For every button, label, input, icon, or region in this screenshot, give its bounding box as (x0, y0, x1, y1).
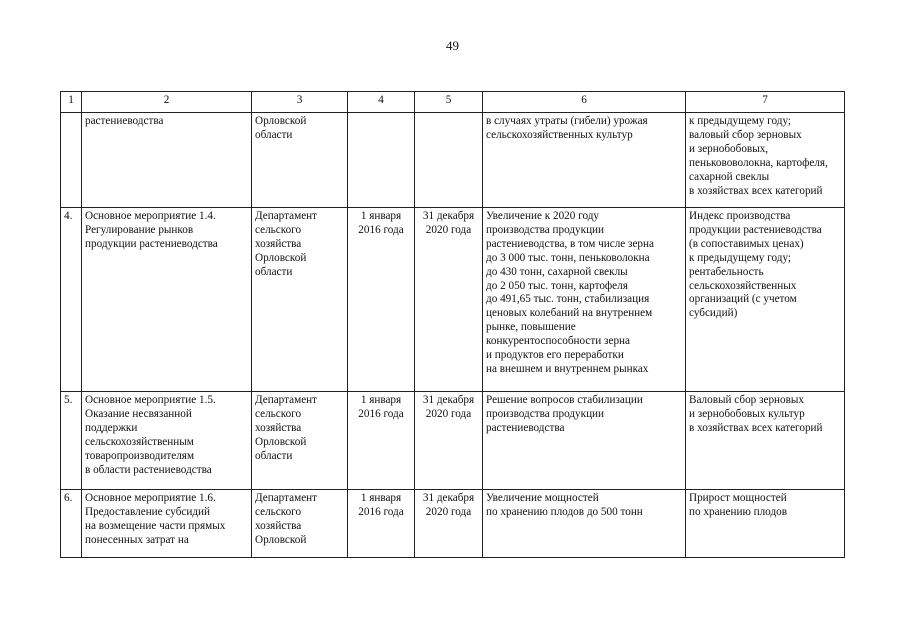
cell-text-line: хозяйства (255, 237, 302, 250)
cell-text-line: Оказание несвязанной (85, 407, 192, 420)
cell-text-line: 1 января (360, 394, 402, 406)
cell-text-line: Департамент (255, 210, 318, 222)
cell-start-date (348, 208, 415, 392)
cell-text-line: в хозяйствах всех категорий (689, 421, 823, 434)
cell-text-line: понесенных затрат на (85, 533, 189, 546)
cell-expected-result (483, 113, 686, 208)
cell-end-date (415, 208, 483, 392)
cell-text-line: ценовых колебаний на внутреннем (486, 307, 653, 320)
cell-text-line: на внешнем и внутреннем рынках (486, 362, 649, 375)
cell-text-line: субсидий) (689, 307, 738, 320)
page-number: 49 (446, 38, 459, 53)
cell-end-date (415, 113, 483, 208)
cell-text-line: конкурентоспособности зерна (486, 335, 630, 348)
cell-text-line: до 491,65 тыс. тонн, стабилизация (486, 293, 650, 306)
cell-text-line: валовый сбор зерновых (689, 128, 802, 141)
cell-text-line: сельскохозяйственных культур (486, 128, 633, 141)
cell-text-line: 1 января (360, 492, 402, 504)
column-header: 3 (252, 92, 348, 113)
cell-measure (82, 490, 252, 558)
cell-indicator (686, 208, 845, 392)
cell-text-line: рынке, повышение (486, 321, 576, 334)
cell-text-line: хозяйства (255, 421, 302, 434)
cell-start-date (348, 392, 415, 490)
table-row (61, 490, 845, 558)
cell-text-line: Предоставление субсидий (85, 505, 211, 518)
cell-text-line: Орловской (255, 251, 307, 264)
cell-text-line: Регулирование рынков (85, 223, 194, 236)
cell-text-line: сельского (255, 223, 302, 236)
table-row (61, 113, 845, 208)
cell-text-line: хозяйства (255, 519, 302, 532)
cell-text-line: 31 декабря (422, 394, 475, 406)
cell-text-line: в случаях утраты (гибели) урожая (486, 115, 648, 127)
cell-text-line: продукции растениеводства (689, 223, 822, 236)
cell-text-line: сахарной свеклы (689, 170, 770, 183)
cell-indicator (686, 113, 845, 208)
cell-text-line: Орловской (255, 435, 307, 448)
cell-text-line: к предыдущему году; (689, 115, 792, 127)
cell-text-line: области (255, 265, 293, 278)
table-header-row (61, 92, 845, 113)
cell-text-line: в области растениеводства (85, 463, 212, 476)
cell-text-line: 2020 года (425, 407, 472, 420)
cell-number: 4. (61, 208, 82, 392)
cell-text-line: 2016 года (358, 505, 404, 518)
cell-text-line: поддержки (85, 421, 138, 434)
cell-text-line: 2016 года (358, 223, 404, 236)
cell-text-line: по хранению плодов до 500 тонн (486, 505, 643, 518)
cell-number: 6. (61, 490, 82, 558)
cell-text-line: производства продукции (486, 407, 605, 420)
cell-text-line: до 2 050 тыс. тонн, картофеля (486, 279, 628, 292)
cell-start-date (348, 113, 415, 208)
cell-text-line: растениеводства, в том числе зерна (486, 237, 654, 250)
cell-text-line: организаций (с учетом (689, 293, 797, 306)
cell-executor (252, 113, 348, 208)
cell-text-line: сельского (255, 407, 302, 420)
cell-text-line: товаропроизводителям (85, 449, 195, 462)
cell-text-line: Департамент (255, 492, 318, 504)
cell-text-line: (в сопоставимых ценах) (689, 237, 804, 250)
cell-text-line: Решение вопросов стабилизации (486, 394, 643, 406)
cell-text-line: и зернобобовых культур (689, 407, 805, 420)
cell-number: 5. (61, 392, 82, 490)
cell-text-line: растениеводства (85, 115, 164, 127)
cell-measure (82, 392, 252, 490)
cell-text-line: 31 декабря (422, 492, 475, 504)
cell-text-line: до 430 тонн, сахарной свеклы (486, 265, 628, 278)
cell-text-line: Основное мероприятие 1.5. (85, 394, 216, 406)
cell-text-line: 31 декабря (422, 210, 475, 222)
measures-table (60, 91, 845, 558)
column-header: 1 (61, 92, 82, 113)
cell-text-line: на возмещение части прямых (85, 519, 226, 532)
cell-expected-result (483, 208, 686, 392)
cell-text-line: продукции растениеводства (85, 237, 218, 250)
cell-text-line: и зернобобовых, (689, 142, 769, 155)
cell-text-line: Прирост мощностей (689, 492, 787, 504)
table-row (61, 208, 845, 392)
cell-measure (82, 113, 252, 208)
cell-text-line: Валовый сбор зерновых (689, 394, 805, 406)
cell-text-line: Основное мероприятие 1.6. (85, 492, 216, 504)
cell-text-line: сельскохозяйственным (85, 435, 194, 448)
cell-text-line: сельскохозяйственных (689, 279, 797, 292)
cell-expected-result (483, 392, 686, 490)
table-row (61, 392, 845, 490)
cell-text-line: растениеводства (486, 421, 565, 434)
cell-text-line: пенькововолокна, картофеля, (689, 156, 828, 169)
cell-text-line: Департамент (255, 394, 318, 406)
cell-executor (252, 490, 348, 558)
cell-number (61, 113, 82, 208)
column-header: 2 (82, 92, 252, 113)
cell-text-line: Увеличение к 2020 году (486, 210, 600, 222)
cell-text-line: 2020 года (425, 505, 472, 518)
column-header: 7 (686, 92, 845, 113)
cell-end-date (415, 392, 483, 490)
cell-text-line: рентабельность (689, 265, 764, 278)
cell-text-line: области (255, 128, 293, 141)
cell-text-line: до 3 000 тыс. тонн, пеньковолокна (486, 251, 650, 264)
cell-indicator (686, 490, 845, 558)
cell-text-line: Увеличение мощностей (486, 492, 599, 504)
cell-text-line: Орловской (255, 115, 307, 127)
cell-executor (252, 208, 348, 392)
cell-indicator (686, 392, 845, 490)
cell-text-line: по хранению плодов (689, 505, 788, 518)
cell-executor (252, 392, 348, 490)
cell-measure (82, 208, 252, 392)
cell-text-line: области (255, 449, 293, 462)
cell-expected-result (483, 490, 686, 558)
column-header: 4 (348, 92, 415, 113)
cell-text-line: Индекс производства (689, 210, 791, 222)
cell-end-date (415, 490, 483, 558)
cell-text-line: в хозяйствах всех категорий (689, 184, 823, 197)
cell-text-line: сельского (255, 505, 302, 518)
cell-text-line: и продуктов его переработки (486, 349, 624, 362)
cell-start-date (348, 490, 415, 558)
column-header: 6 (483, 92, 686, 113)
cell-text-line: 1 января (360, 210, 402, 222)
cell-text-line: производства продукции (486, 223, 605, 236)
cell-text-line: Орловской (255, 533, 307, 546)
cell-text-line: 2016 года (358, 407, 404, 420)
column-header: 5 (415, 92, 483, 113)
cell-text-line: 2020 года (425, 223, 472, 236)
cell-text-line: к предыдущему году; (689, 251, 792, 264)
cell-text-line: Основное мероприятие 1.4. (85, 210, 216, 222)
